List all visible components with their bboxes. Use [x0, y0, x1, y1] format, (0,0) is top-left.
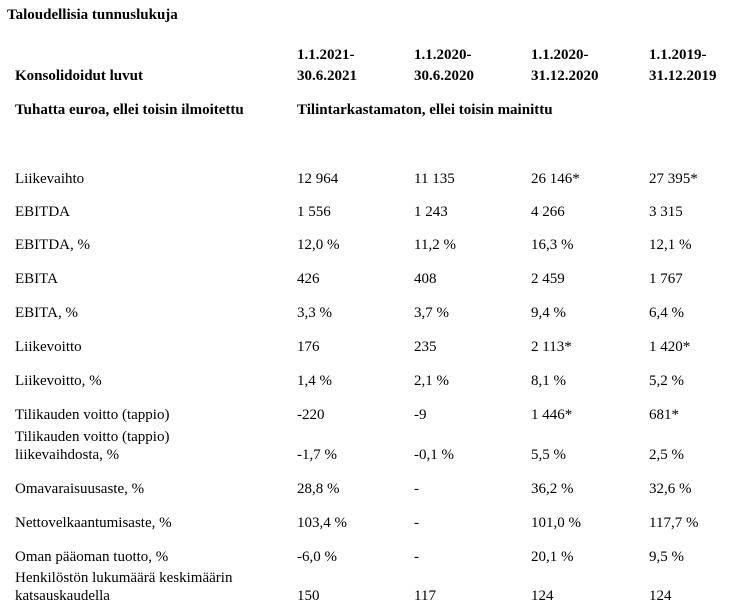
table-cell: 26 146* — [531, 171, 580, 187]
table-cell: 1 446* — [531, 407, 573, 423]
table-cell: - — [414, 549, 419, 565]
table-cell: 235 — [414, 339, 437, 355]
row-label — [15, 514, 172, 532]
table-cell: 9,4 % — [531, 305, 566, 321]
table-cell: 124 — [531, 588, 554, 604]
table-cell: -1,7 % — [297, 447, 337, 463]
units-label: Tuhatta euroa, ellei toisin ilmoitettu — [15, 102, 244, 118]
row-label-line: katsauskaudella — [15, 588, 110, 604]
table-cell: 12 964 — [297, 171, 339, 187]
page-title: Taloudellisia tunnuslukuja — [7, 7, 178, 23]
row-label — [15, 480, 144, 498]
table-cell: 1 420* — [649, 339, 691, 355]
table-cell: 5,2 % — [649, 373, 684, 389]
table-cell: 3 315 — [649, 204, 683, 220]
table-cell: 1 556 — [297, 204, 331, 220]
table-cell: 124 — [649, 588, 672, 604]
column-header-line-1: 1.1.2020- — [414, 47, 472, 63]
column-header-line-1: 1.1.2019- — [649, 47, 707, 63]
row-label-line: Liikevoitto, % — [15, 373, 102, 389]
table-cell: 117,7 % — [649, 515, 699, 531]
table-cell: 2 459 — [531, 271, 565, 287]
table-cell: 2 113* — [531, 339, 572, 355]
row-label — [15, 338, 82, 356]
row-label-line: EBITDA — [15, 204, 70, 220]
row-label — [15, 406, 169, 424]
table-cell: 9,5 % — [649, 549, 684, 565]
column-header-line-2: 31.12.2019 — [649, 68, 717, 84]
row-label-line: Tilikauden voitto (tappio) — [15, 429, 170, 445]
row-label-line: Liikevaihto — [15, 171, 85, 187]
table-cell: 4 266 — [531, 204, 565, 220]
table-cell: 1,4 % — [297, 373, 332, 389]
row-label-line: Nettovelkaantumisaste, % — [15, 515, 172, 531]
row-label — [15, 203, 70, 221]
table-cell: 16,3 % — [531, 237, 574, 253]
table-cell: 103,4 % — [297, 515, 347, 531]
row-label-line: EBITA — [15, 271, 58, 287]
table-cell: 5,5 % — [531, 447, 566, 463]
column-header-line-1: 1.1.2021- — [297, 47, 355, 63]
row-label — [15, 270, 58, 288]
row-label — [15, 236, 90, 254]
table-cell: 28,8 % — [297, 481, 340, 497]
table-cell: -220 — [297, 407, 325, 423]
row-label — [15, 170, 84, 188]
table-cell: 1 243 — [414, 204, 448, 220]
row-label-line: Henkilöstön lukumäärä keskimäärin — [15, 570, 233, 586]
table-cell: 150 — [297, 588, 320, 604]
table-cell: 12,1 % — [649, 237, 692, 253]
row-label-line: Oman pääoman tuotto, % — [15, 549, 169, 565]
table-cell: -0,1 % — [414, 447, 454, 463]
row-label-line: liikevaihdosta, % — [15, 447, 120, 463]
table-cell: 408 — [414, 271, 437, 287]
table-cell: 8,1 % — [531, 373, 566, 389]
table-cell: 426 — [297, 271, 320, 287]
column-header — [531, 45, 599, 87]
column-header — [414, 45, 474, 87]
table-cell: 681* — [649, 407, 679, 423]
table-cell: 1 767 — [649, 271, 683, 287]
table-cell: 117 — [414, 588, 436, 604]
table-cell: 2,1 % — [414, 373, 449, 389]
row-label — [15, 569, 232, 605]
table-cell: 27 395* — [649, 171, 698, 187]
row-label — [15, 548, 168, 566]
row-header-label: Konsolidoidut luvut — [15, 68, 143, 84]
row-label-line: Omavaraisuusaste, % — [15, 481, 145, 497]
table-cell: 36,2 % — [531, 481, 574, 497]
column-header-line-2: 30.6.2020 — [414, 68, 474, 84]
row-label — [15, 372, 102, 390]
table-cell: 3,3 % — [297, 305, 332, 321]
table-cell: 11 135 — [414, 171, 455, 187]
row-label-line: EBITDA, % — [15, 237, 90, 253]
table-cell: 32,6 % — [649, 481, 692, 497]
column-header — [297, 45, 357, 87]
table-cell: 101,0 % — [531, 515, 581, 531]
table-cell: 2,5 % — [649, 447, 684, 463]
table-cell: - — [414, 481, 419, 497]
audit-note: Tilintarkastamaton, ellei toisin mainittu — [297, 102, 553, 118]
table-cell: -9 — [414, 407, 427, 423]
row-label-line: Liikevoitto — [15, 339, 82, 355]
row-label — [15, 428, 169, 464]
column-header-line-1: 1.1.2020- — [531, 47, 589, 63]
column-header — [649, 45, 717, 87]
table-cell: 3,7 % — [414, 305, 449, 321]
row-label-line: Tilikauden voitto (tappio) — [15, 407, 170, 423]
table-cell: 176 — [297, 339, 320, 355]
row-label — [15, 304, 78, 322]
row-label-line: EBITA, % — [15, 305, 78, 321]
table-cell: -6,0 % — [297, 549, 337, 565]
table-cell: 12,0 % — [297, 237, 340, 253]
table-cell: 20,1 % — [531, 549, 574, 565]
table-cell: 11,2 % — [414, 237, 456, 253]
table-cell: - — [414, 515, 419, 531]
column-header-line-2: 30.6.2021 — [297, 68, 357, 84]
table-cell: 6,4 % — [649, 305, 684, 321]
column-header-line-2: 31.12.2020 — [531, 68, 599, 84]
